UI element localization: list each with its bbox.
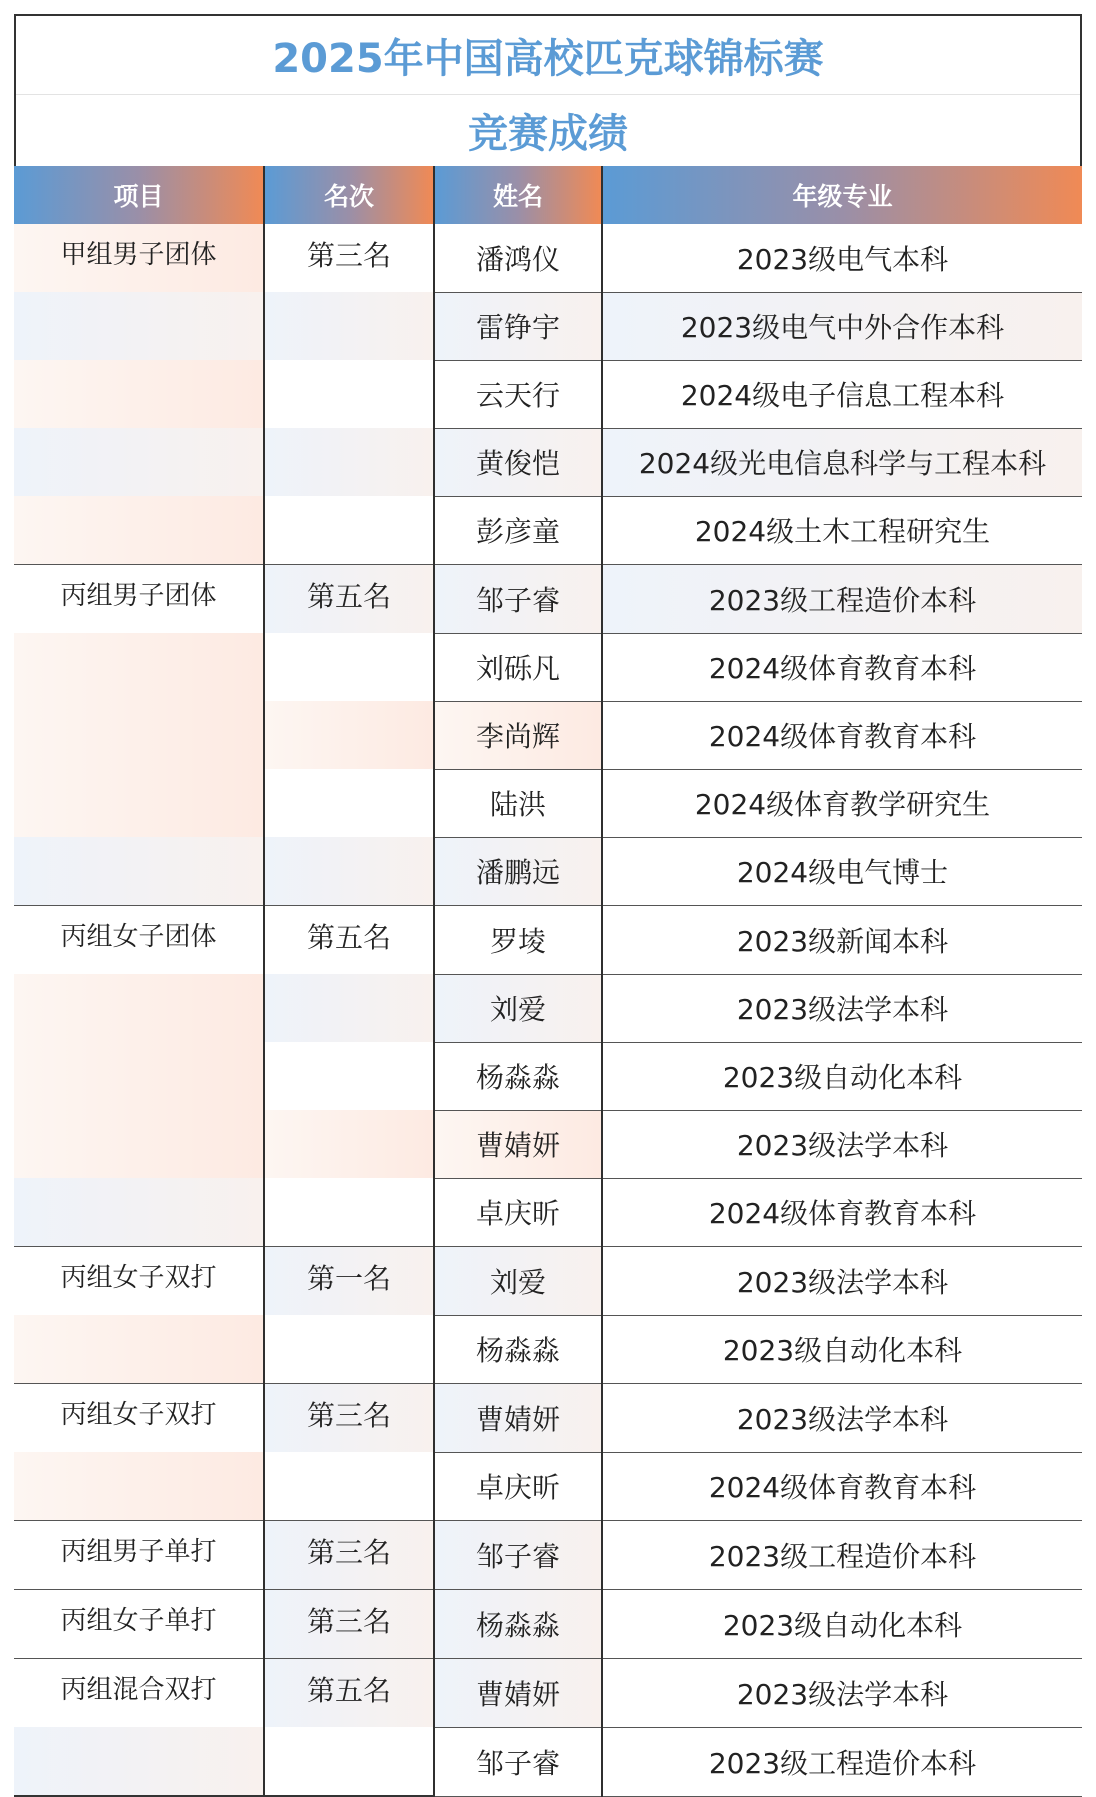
name-cell: 黄俊恺	[434, 428, 602, 496]
table-row	[14, 224, 1082, 292]
event-cell	[14, 1452, 264, 1521]
event-cell	[14, 496, 264, 565]
major-cell: 2023级电气中外合作本科	[602, 292, 1082, 360]
rank-cell: 第三名	[264, 1384, 434, 1453]
rank-cell	[264, 974, 434, 1042]
event-cell	[14, 837, 264, 906]
table-row	[14, 360, 1082, 428]
event-cell	[14, 1110, 264, 1178]
rank-cell	[264, 428, 434, 496]
table-row	[14, 1247, 1082, 1316]
name-cell: 卓庆昕	[434, 1178, 602, 1247]
event-cell: 丙组男子团体	[14, 565, 264, 634]
table-row	[14, 1659, 1082, 1728]
name-cell: 彭彦童	[434, 496, 602, 565]
major-cell: 2023级自动化本科	[602, 1590, 1082, 1659]
rank-cell	[264, 1452, 434, 1521]
major-cell: 2023级自动化本科	[602, 1042, 1082, 1110]
major-cell: 2024级体育教育本科	[602, 701, 1082, 769]
event-cell	[14, 974, 264, 1042]
major-cell: 2024级体育教育本科	[602, 1178, 1082, 1247]
rank-cell	[264, 1110, 434, 1178]
page-subtitle: 竞赛成绩	[468, 111, 628, 157]
event-cell: 丙组女子团体	[14, 906, 264, 975]
table-row	[14, 1590, 1082, 1659]
results-table	[14, 166, 1082, 1797]
rank-cell: 第五名	[264, 565, 434, 634]
event-cell: 丙组混合双打	[14, 1659, 264, 1728]
table-row	[14, 1315, 1082, 1384]
name-cell: 刘爱	[434, 974, 602, 1042]
table-row	[14, 837, 1082, 906]
major-cell: 2023级法学本科	[602, 974, 1082, 1042]
table-row	[14, 1384, 1082, 1453]
table-row	[14, 1727, 1082, 1796]
header-major: 年级专业	[602, 166, 1082, 224]
table-row	[14, 565, 1082, 634]
event-cell	[14, 701, 264, 769]
header-name: 姓名	[434, 166, 602, 224]
rank-cell	[264, 1727, 434, 1796]
rank-cell: 第五名	[264, 1659, 434, 1728]
title-box	[14, 14, 1082, 166]
major-cell: 2024级体育教育本科	[602, 633, 1082, 701]
major-cell: 2023级法学本科	[602, 1659, 1082, 1728]
name-cell: 雷铮宇	[434, 292, 602, 360]
name-cell: 刘砾凡	[434, 633, 602, 701]
rank-cell	[264, 496, 434, 565]
rank-cell	[264, 292, 434, 360]
major-cell: 2023级工程造价本科	[602, 565, 1082, 634]
event-cell: 丙组女子双打	[14, 1247, 264, 1316]
table-row	[14, 633, 1082, 701]
rank-cell: 第三名	[264, 1590, 434, 1659]
table-row	[14, 701, 1082, 769]
table-row	[14, 1178, 1082, 1247]
name-cell: 曹婧妍	[434, 1384, 602, 1453]
table-row	[14, 1042, 1082, 1110]
rank-cell: 第五名	[264, 906, 434, 975]
rank-cell	[264, 701, 434, 769]
rank-cell	[264, 633, 434, 701]
name-cell: 邹子睿	[434, 1727, 602, 1796]
name-cell: 杨淼淼	[434, 1315, 602, 1384]
name-cell: 刘爱	[434, 1247, 602, 1316]
event-cell	[14, 292, 264, 360]
major-cell: 2023级法学本科	[602, 1384, 1082, 1453]
major-cell: 2024级体育教育本科	[602, 1452, 1082, 1521]
table-row	[14, 1452, 1082, 1521]
table-row	[14, 769, 1082, 837]
table-row	[14, 428, 1082, 496]
table-row	[14, 1110, 1082, 1178]
major-cell: 2024级电子信息工程本科	[602, 360, 1082, 428]
name-cell: 曹婧妍	[434, 1659, 602, 1728]
header-event: 项目	[14, 166, 264, 224]
rank-cell	[264, 1315, 434, 1384]
name-cell: 邹子睿	[434, 1521, 602, 1590]
event-cell: 丙组女子双打	[14, 1384, 264, 1453]
table-row	[14, 974, 1082, 1042]
major-cell: 2023级工程造价本科	[602, 1521, 1082, 1590]
rank-cell: 第一名	[264, 1247, 434, 1316]
event-cell: 丙组女子单打	[14, 1590, 264, 1659]
header-row	[14, 166, 1082, 224]
event-cell	[14, 1315, 264, 1384]
event-cell	[14, 1727, 264, 1796]
name-cell: 杨淼淼	[434, 1042, 602, 1110]
major-cell: 2023级法学本科	[602, 1247, 1082, 1316]
name-cell: 罗堎	[434, 906, 602, 975]
event-cell	[14, 769, 264, 837]
name-cell: 潘鹏远	[434, 837, 602, 906]
header-rank: 名次	[264, 166, 434, 224]
major-cell: 2024级光电信息科学与工程本科	[602, 428, 1082, 496]
table-row	[14, 496, 1082, 565]
major-cell: 2023级自动化本科	[602, 1315, 1082, 1384]
rank-cell: 第三名	[264, 224, 434, 292]
event-cell	[14, 1178, 264, 1247]
name-cell: 李尚辉	[434, 701, 602, 769]
event-cell	[14, 1042, 264, 1110]
name-cell: 云天行	[434, 360, 602, 428]
rank-cell	[264, 360, 434, 428]
event-cell	[14, 633, 264, 701]
event-cell: 丙组男子单打	[14, 1521, 264, 1590]
event-cell	[14, 428, 264, 496]
name-cell: 邹子睿	[434, 565, 602, 634]
rank-cell	[264, 1042, 434, 1110]
name-cell: 潘鸿仪	[434, 224, 602, 292]
rank-cell	[264, 769, 434, 837]
major-cell: 2023级法学本科	[602, 1110, 1082, 1178]
major-cell: 2023级电气本科	[602, 224, 1082, 292]
rank-cell	[264, 837, 434, 906]
rank-cell: 第三名	[264, 1521, 434, 1590]
name-cell: 曹婧妍	[434, 1110, 602, 1178]
name-cell: 杨淼淼	[434, 1590, 602, 1659]
name-cell: 卓庆昕	[434, 1452, 602, 1521]
major-cell: 2024级体育教学研究生	[602, 769, 1082, 837]
major-cell: 2024级土木工程研究生	[602, 496, 1082, 565]
table-row	[14, 1521, 1082, 1590]
rank-cell	[264, 1178, 434, 1247]
major-cell: 2024级电气博士	[602, 837, 1082, 906]
results-body	[14, 224, 1082, 1796]
major-cell: 2023级工程造价本科	[602, 1727, 1082, 1796]
name-cell: 陆洪	[434, 769, 602, 837]
event-cell	[14, 360, 264, 428]
results-sheet	[14, 14, 1082, 1797]
page-title: 2025年中国高校匹克球锦标赛	[272, 35, 824, 82]
table-row	[14, 906, 1082, 975]
table-row	[14, 292, 1082, 360]
event-cell: 甲组男子团体	[14, 224, 264, 292]
major-cell: 2023级新闻本科	[602, 906, 1082, 975]
